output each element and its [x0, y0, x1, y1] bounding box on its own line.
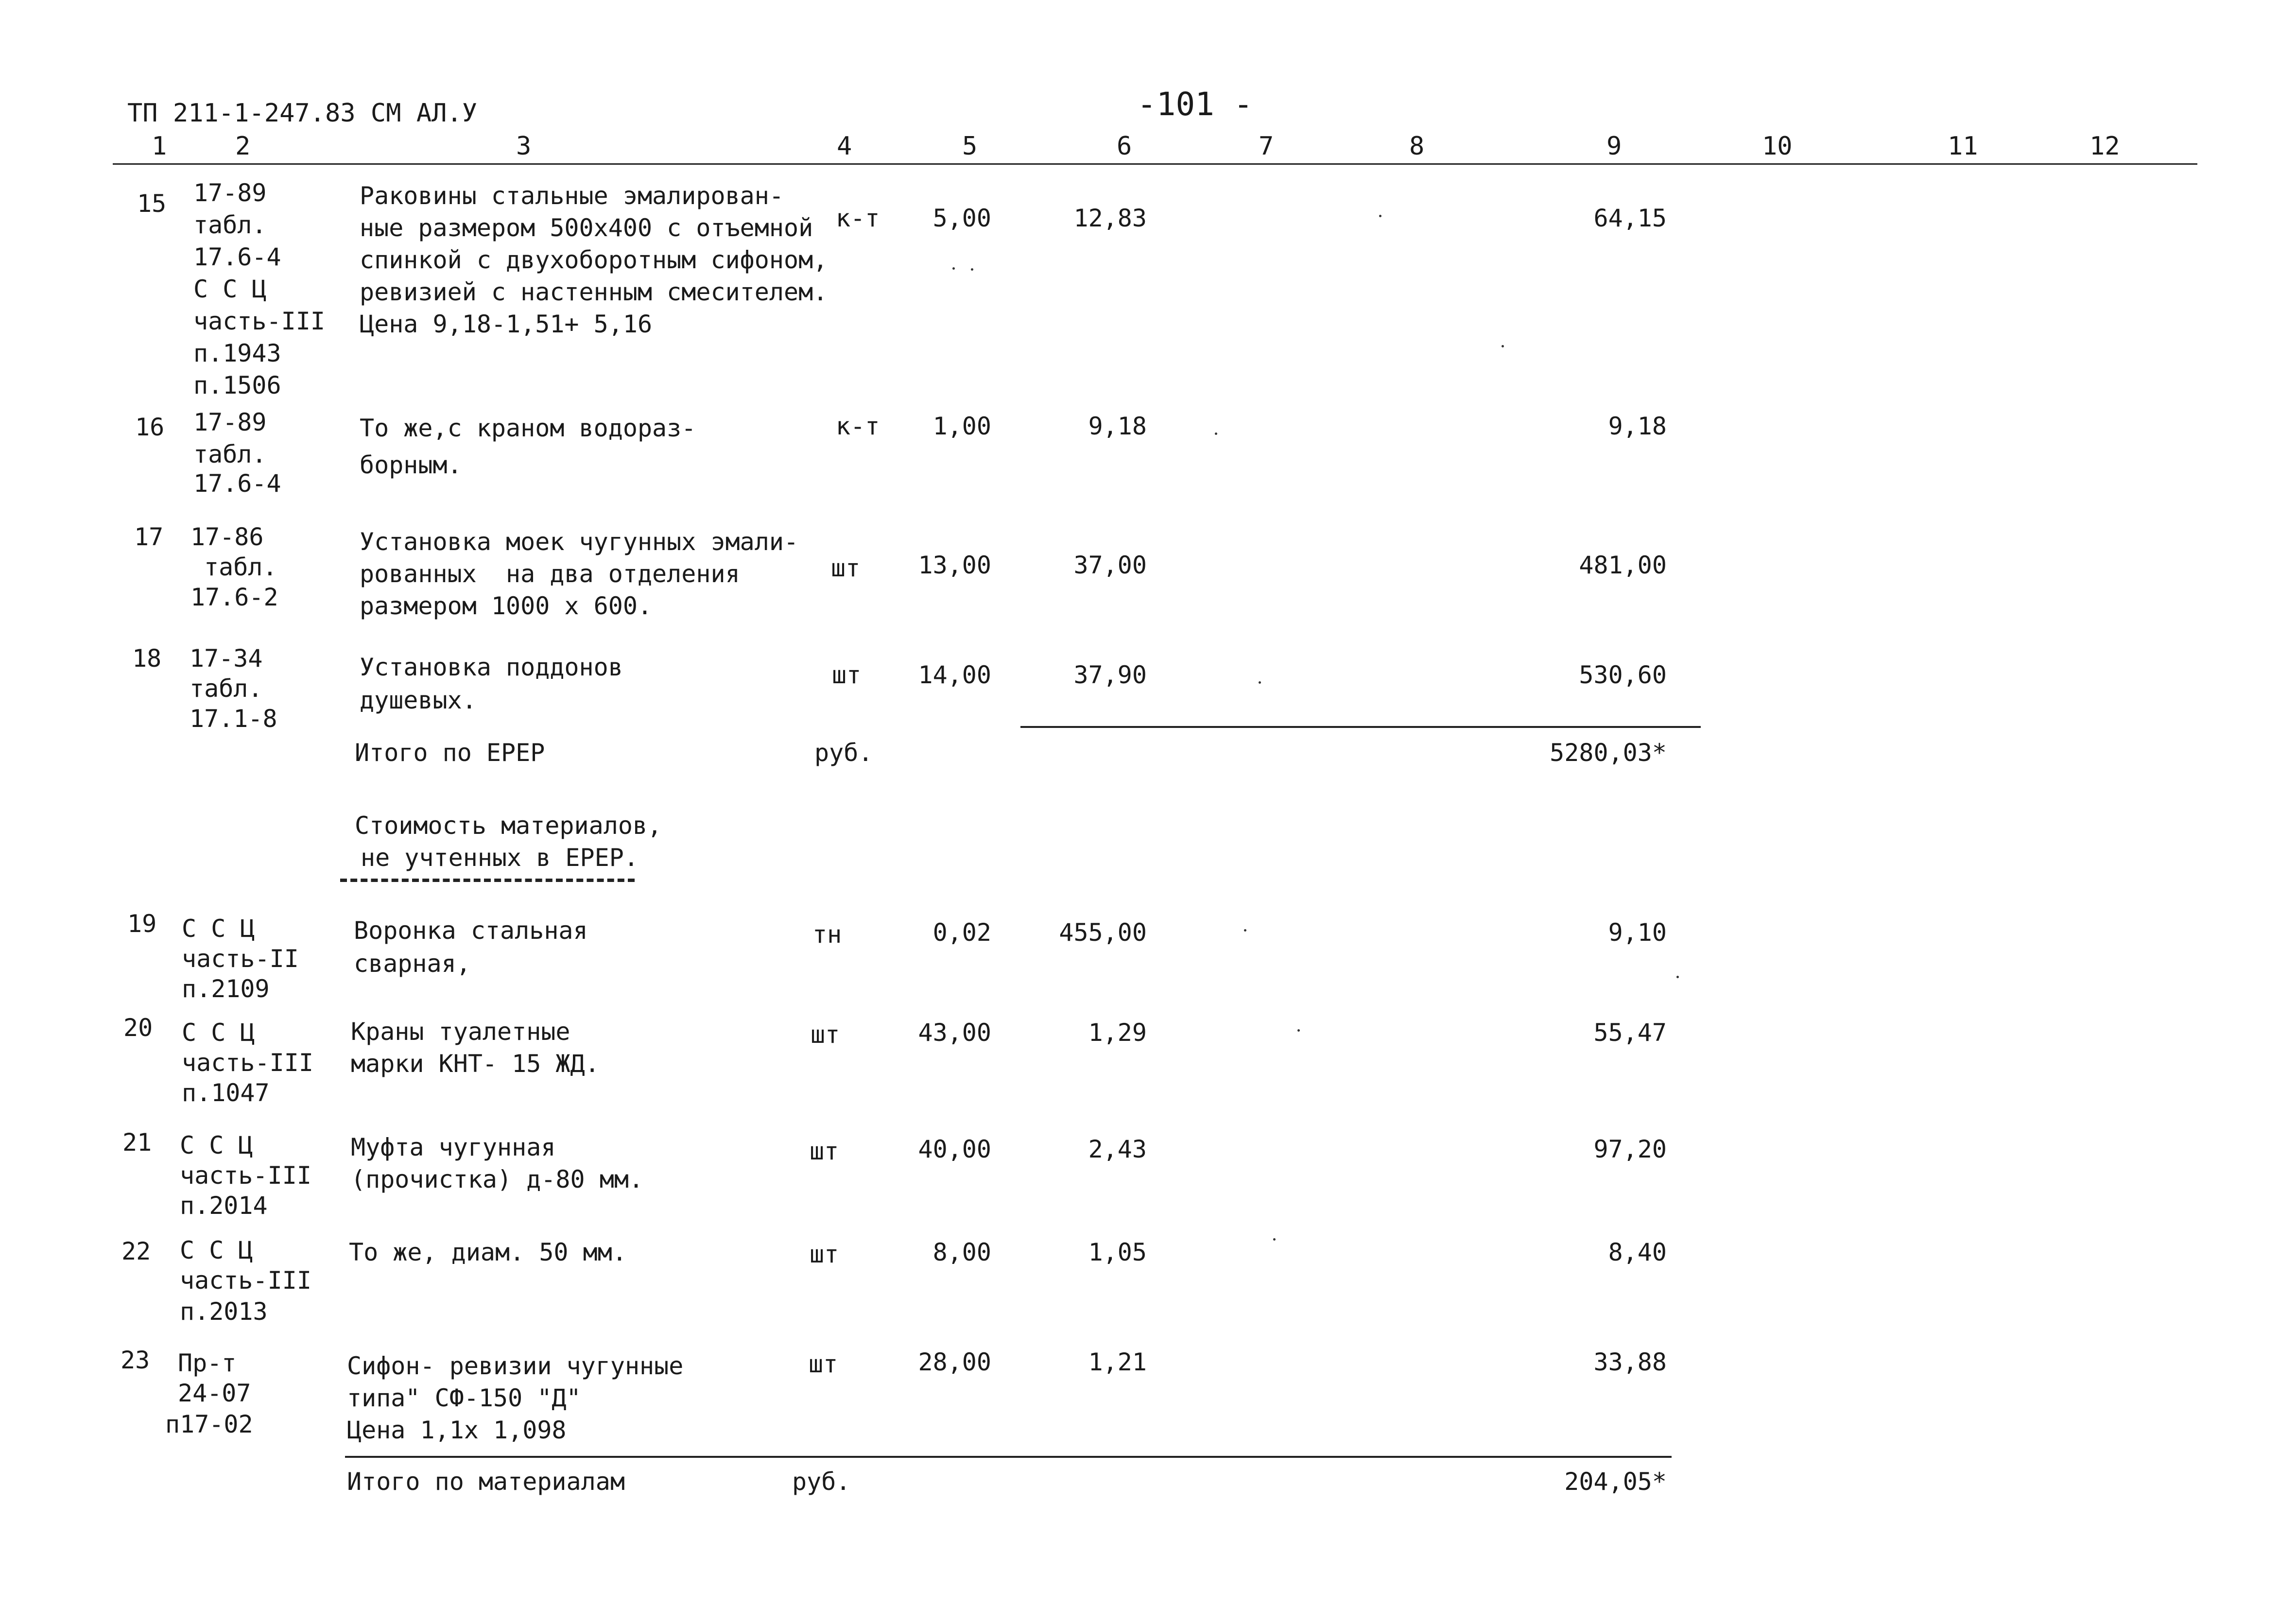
row-number: 17 — [134, 523, 164, 551]
page-number: -101 - — [1137, 86, 1253, 123]
scan-speck — [1215, 432, 1217, 435]
total-cell: 97,20 — [1593, 1135, 1667, 1163]
scan-speck — [952, 267, 955, 270]
col-num-7: 7 — [1259, 132, 1274, 161]
ref-line: п.2014 — [180, 1192, 268, 1220]
ref-line: часть-III — [193, 307, 325, 335]
description-line: Установка моек чугунных эмали- — [360, 528, 799, 556]
total-cell: 9,10 — [1608, 918, 1667, 947]
total-cell: 9,18 — [1608, 412, 1667, 440]
ref-line: п.1047 — [182, 1079, 270, 1107]
scan-speck — [971, 268, 973, 271]
total-cell: 64,15 — [1593, 204, 1667, 232]
ref-line: п17-02 — [165, 1410, 253, 1438]
ref-line: 17.6-4 — [193, 469, 281, 498]
subtotal-rule — [345, 1456, 1672, 1458]
document-code: ТП 211-1-247.83 СМ АЛ.У — [127, 99, 478, 128]
description-line: ные размером 500х400 с отъемной — [360, 214, 813, 242]
ref-line: часть-III — [180, 1161, 311, 1190]
row-number: 21 — [122, 1128, 152, 1157]
total-cell: 530,60 — [1579, 661, 1667, 689]
unit-cell: шт — [831, 554, 861, 582]
ref-line: п.2109 — [182, 975, 270, 1003]
col-num-3: 3 — [516, 132, 532, 161]
description-line: То же, диам. 50 мм. — [349, 1238, 627, 1266]
ref-line: 17.6-2 — [190, 583, 278, 611]
subtotal-unit: руб. — [814, 739, 873, 767]
ref-line: С С Ц — [180, 1236, 253, 1264]
ref-line: 17-89 — [193, 179, 267, 207]
description-line: сварная, — [354, 950, 471, 978]
unit-price-cell: 9,18 — [1088, 412, 1147, 440]
ref-line: 24-07 — [178, 1379, 251, 1407]
ref-line: С С Ц — [180, 1131, 253, 1159]
unit-cell: шт — [811, 1020, 840, 1049]
description-line: Сифон- ревизии чугунные — [347, 1352, 684, 1380]
row-number: 16 — [135, 413, 165, 441]
description-line: ревизией с настенным смесителем. — [360, 278, 828, 306]
total-cell: 8,40 — [1608, 1238, 1667, 1266]
unit-price-cell: 1,05 — [1088, 1238, 1147, 1266]
description-line: Установка поддонов — [360, 653, 623, 681]
ref-line: п.1943 — [193, 339, 281, 367]
ref-line: С С Ц — [182, 1019, 255, 1047]
unit-cell: шт — [832, 661, 862, 689]
ref-line: часть-III — [180, 1266, 311, 1295]
ref-line: С С Ц — [182, 915, 255, 943]
col-num-4: 4 — [837, 132, 852, 161]
unit-price-cell: 1,21 — [1088, 1348, 1147, 1376]
description-line: спинкой с двухоборотным сифоном, — [360, 246, 828, 274]
subtotal-total: 204,05* — [1564, 1468, 1667, 1496]
description-line: рованных на два отделения — [360, 560, 740, 588]
row-number: 15 — [137, 190, 167, 218]
unit-price-cell: 37,90 — [1073, 661, 1147, 689]
quantity-cell: 1,00 — [932, 412, 991, 440]
ref-line: часть-II — [182, 945, 299, 973]
quantity-cell: 40,00 — [918, 1135, 991, 1163]
ref-line: табл. — [193, 211, 267, 239]
quantity-cell: 14,00 — [918, 661, 991, 689]
unit-cell: шт — [810, 1240, 839, 1268]
description-line: Цена 1,1х 1,098 — [347, 1416, 567, 1444]
materials-heading-line: не учтенных в ЕРЕР. — [361, 844, 639, 872]
description-line: Раковины стальные эмалирован- — [360, 182, 784, 210]
ref-line: 17-89 — [193, 408, 267, 436]
ref-line: 17.1-8 — [190, 705, 277, 733]
ref-line: табл. — [204, 553, 277, 581]
quantity-cell: 0,02 — [932, 918, 991, 947]
col-num-6: 6 — [1117, 132, 1132, 161]
row-number: 18 — [132, 644, 162, 673]
ref-line: табл. — [193, 440, 267, 468]
unit-price-cell: 1,29 — [1088, 1019, 1147, 1047]
materials-heading-line: Стоимость материалов, — [355, 812, 662, 840]
col-num-10: 10 — [1762, 132, 1793, 161]
subtotal-total: 5280,03* — [1550, 739, 1667, 767]
ref-line: п.2013 — [180, 1297, 268, 1326]
ref-line: 17-34 — [190, 644, 263, 673]
scan-speck — [1273, 1238, 1276, 1241]
ref-line: табл. — [190, 674, 263, 703]
quantity-cell: 13,00 — [918, 551, 991, 579]
unit-price-cell: 12,83 — [1073, 204, 1147, 232]
ref-line: 17.6-4 — [193, 243, 281, 271]
ref-line: С С Ц — [193, 275, 267, 303]
unit-cell: к-т — [836, 204, 880, 232]
unit-price-cell: 37,00 — [1073, 551, 1147, 579]
scan-speck — [1676, 976, 1679, 978]
col-num-12: 12 — [2089, 132, 2120, 161]
description-line: борным. — [360, 451, 462, 479]
description-line: То же,с краном водораз- — [360, 414, 696, 442]
unit-price-cell: 2,43 — [1088, 1135, 1147, 1163]
subtotal-rule — [1020, 726, 1701, 728]
description-line: Краны туалетные — [351, 1018, 570, 1046]
heading-dashed-underline — [340, 879, 635, 882]
unit-cell: шт — [810, 1137, 839, 1165]
quantity-cell: 5,00 — [932, 204, 991, 232]
unit-cell: к-т — [836, 412, 880, 440]
scan-speck — [1379, 215, 1381, 217]
scan-speck — [1297, 1029, 1300, 1032]
unit-price-cell: 455,00 — [1059, 918, 1147, 947]
col-num-5: 5 — [962, 132, 978, 161]
col-num-11: 11 — [1948, 132, 1978, 161]
scan-speck — [1502, 345, 1504, 347]
description-line: Воронка стальная — [354, 916, 588, 945]
total-cell: 55,47 — [1593, 1019, 1667, 1047]
unit-cell: тн — [812, 920, 842, 949]
row-number: 19 — [127, 910, 157, 938]
ref-line: Пр-т — [178, 1349, 237, 1377]
col-num-8: 8 — [1409, 132, 1425, 161]
unit-cell: шт — [809, 1350, 838, 1378]
total-cell: 33,88 — [1593, 1348, 1667, 1376]
description-line: Цена 9,18-1,51+ 5,16 — [360, 310, 653, 338]
description-line: душевых. — [360, 686, 477, 714]
description-line: (прочистка) д-80 мм. — [351, 1165, 644, 1193]
scan-speck — [1244, 929, 1246, 932]
row-number: 23 — [121, 1346, 150, 1374]
row-number: 20 — [123, 1014, 153, 1042]
row-number: 22 — [121, 1237, 151, 1265]
quantity-cell: 8,00 — [932, 1238, 991, 1266]
total-cell: 481,00 — [1579, 551, 1667, 579]
quantity-cell: 28,00 — [918, 1348, 991, 1376]
col-num-2: 2 — [235, 132, 251, 161]
description-line: Муфта чугунная — [351, 1133, 556, 1161]
scan-speck — [1259, 681, 1261, 684]
ref-line: п.1506 — [193, 371, 281, 399]
quantity-cell: 43,00 — [918, 1019, 991, 1047]
subtotal-unit: руб. — [792, 1468, 851, 1496]
ref-line: 17-86 — [190, 523, 264, 551]
description-line: типа" СФ-150 "Д" — [347, 1384, 581, 1412]
description-line: размером 1000 х 600. — [360, 592, 653, 620]
col-num-1: 1 — [152, 132, 167, 161]
header-rule — [113, 163, 2197, 165]
description-line: марки КНТ- 15 ЖД. — [351, 1050, 600, 1078]
col-num-9: 9 — [1606, 132, 1622, 161]
ref-line: часть-III — [182, 1049, 313, 1077]
subtotal-label: Итого по ЕРЕР — [355, 739, 545, 767]
subtotal-label: Итого по материалам — [347, 1468, 625, 1496]
